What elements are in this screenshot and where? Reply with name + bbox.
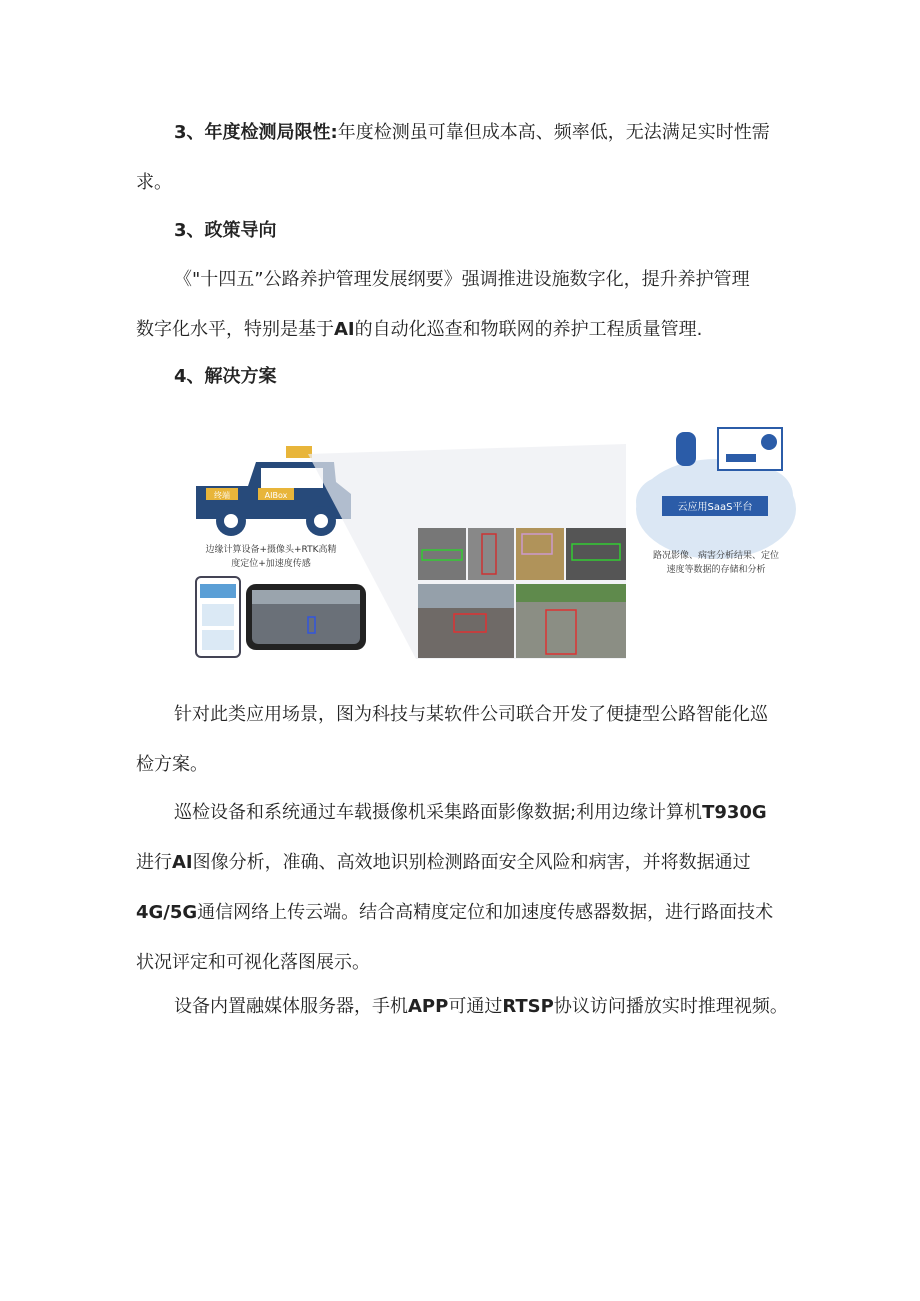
para1-line-1: 针对此类应用场景，图为科技与某软件公司联合开发了便捷型公路智能化巡	[174, 704, 768, 725]
para1	[136, 690, 796, 790]
para2-l2a: 进行	[136, 852, 172, 873]
policy-line-2c: 的自动化巡查和物联网的养护工程质量管理.	[354, 319, 703, 340]
para2-l4: 状况评定和可视化落图展示。	[136, 952, 370, 973]
para1-line-2: 检方案。	[136, 754, 208, 775]
policy-heading: 3、政策导向	[174, 220, 277, 241]
cloud-caption-2: 速度等数据的存储和分析	[666, 565, 766, 575]
policy-ai: AI	[334, 319, 355, 340]
para2	[136, 788, 796, 988]
phone-illustration	[196, 577, 240, 657]
para3-e: 协议访问播放实时推理视频。	[553, 996, 788, 1017]
solution-diagram	[186, 424, 796, 664]
database-icon	[676, 432, 696, 466]
para2-l3b: 通信网络上传云端。结合高精度定位和加速度传感器数据，进行路面技术	[197, 902, 774, 923]
para3	[136, 982, 796, 1032]
para2-l1a: 巡检设备和系统通过车载摄像机采集路面影像数据;利用边缘计算机	[174, 802, 703, 823]
para3-a: 设备内置融媒体服务器，手机	[174, 996, 408, 1017]
para2-l1b: T930G	[702, 802, 767, 823]
para2-l3a: 4G/5G	[136, 902, 198, 923]
truck-label-right: AIBox	[264, 491, 288, 500]
policy-line-2a: 数字化水平，特别是基于	[136, 319, 334, 340]
cloud-label: 云应用SaaS平台	[677, 502, 753, 513]
item3-label: 3、年度检测局限性:	[174, 122, 338, 143]
policy-paragraph	[136, 255, 796, 355]
para3-c: 可通过	[448, 996, 503, 1017]
item3-text-2: 求。	[136, 172, 172, 193]
device-caption-1: 边缘计算设备+摄像头+RTK高精	[205, 545, 337, 555]
truck-label-left: 终端	[214, 491, 230, 500]
cloud-caption-1: 路况影像、病害分析结果、定位	[652, 551, 780, 561]
para3-d: RTSP	[502, 996, 554, 1017]
dashcam-view	[246, 584, 366, 650]
solution-heading: 4、解决方案	[174, 366, 277, 387]
detection-thumbnails	[418, 528, 626, 658]
para2-l2c: 图像分析，准确、高效地识别检测路面安全风险和病害，并将数据通过	[192, 852, 751, 873]
policy-line-1: 《"十四五”公路养护管理发展纲要》强调推进设施数字化，提升养护管理	[174, 269, 750, 290]
device-caption-2: 度定位+加速度传感	[231, 559, 311, 569]
item3-paragraph	[136, 108, 796, 208]
para2-l2b: AI	[172, 852, 193, 873]
item3-text-1: 年度检测虽可靠但成本高、频率低，无法满足实时性需	[337, 122, 770, 143]
para3-b: APP	[408, 996, 449, 1017]
cloud-platform	[636, 428, 796, 575]
